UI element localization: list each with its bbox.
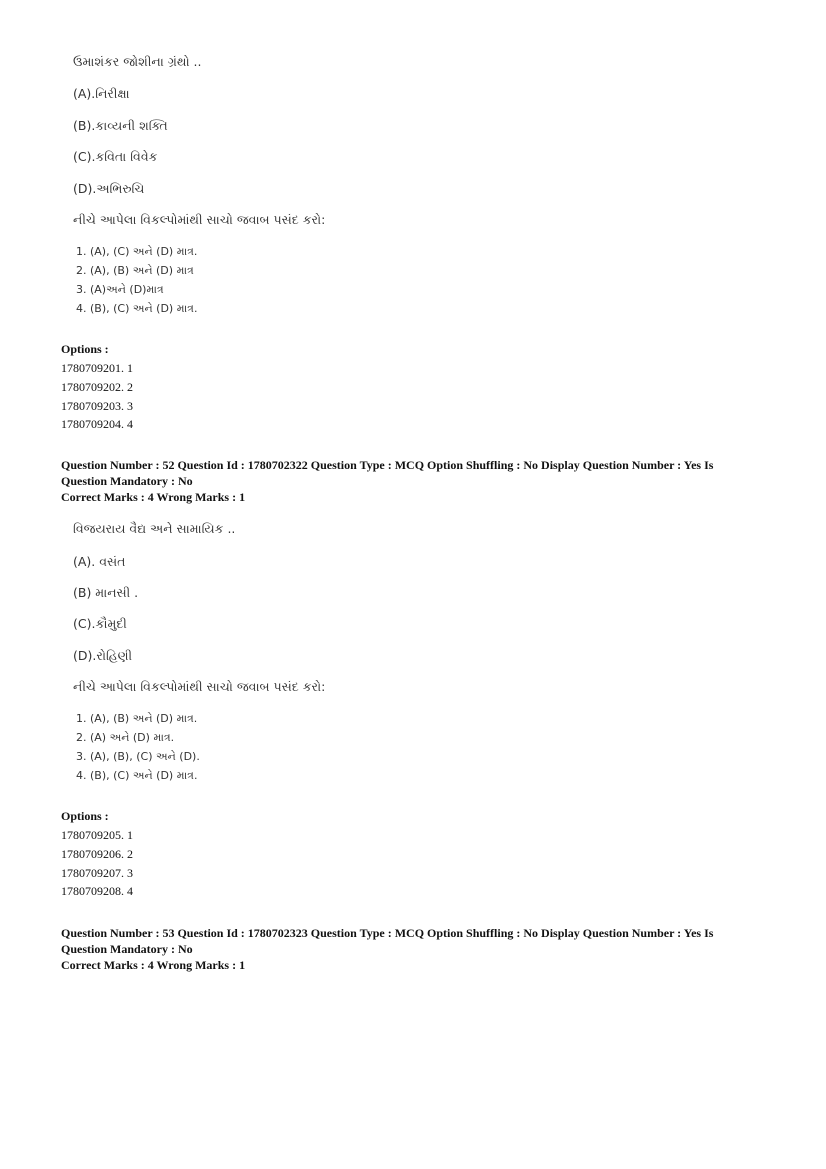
q53-meta-line3: Correct Marks : 4 Wrong Marks : 1 [61, 958, 246, 972]
q51-instruction: નીચે આપેલા વિકલ્પોમાંથી સાચો જવાબ પસંદ કરો: [73, 212, 326, 227]
q52-choice-3: 3. (A), (B), (C) અને (D). [76, 750, 200, 763]
q52-prompt: વિજયરાય વૈદ્ય અને સામાયિક .. [73, 521, 236, 536]
q51-choice-4: 4. (B), (C) અને (D) માત્ર. [76, 302, 198, 315]
q53-meta-line1: Question Number : 53 Question Id : 1780702323 Question Type : MCQ Option Shuffling : No Display Question Number : Yes Is [61, 926, 714, 940]
q52-meta-line3: Correct Marks : 4 Wrong Marks : 1 [61, 490, 246, 504]
q51-prompt: ઉમાશંકર જોશીના ગ્રંથો .. [73, 54, 202, 69]
q52-options-label: Options : [61, 809, 109, 823]
q51-item-a: (A).નિરીક્ષા [73, 86, 130, 101]
q51-item-c: (C).કવિતા વિવેક [73, 149, 158, 164]
q52-option-4: 1780709208. 4 [61, 884, 133, 899]
q51-choice-1: 1. (A), (C) અને (D) માત્ર. [76, 245, 198, 258]
q52-choice-2: 2. (A) અને (D) માત્ર. [76, 731, 175, 744]
q52-item-a: (A). વસંત [73, 554, 126, 569]
q52-option-3: 1780709207. 3 [61, 865, 133, 880]
q52-choice-1: 1. (A), (B) અને (D) માત્ર. [76, 712, 198, 725]
q52-item-c: (C).કૌમુદી [73, 616, 127, 631]
q51-option-3: 1780709203. 3 [61, 398, 133, 413]
q51-option-2: 1780709202. 2 [61, 379, 133, 394]
q51-item-b: (B).કાવ્યની શક્તિ [73, 118, 168, 133]
q52-instruction: નીચે આપેલા વિકલ્પોમાંથી સાચો જવાબ પસંદ કરો: [73, 679, 326, 694]
q53-meta-line2: Question Mandatory : No [61, 942, 193, 956]
q51-choice-list [76, 242, 197, 318]
q52-item-d: (D).રોહિણી [73, 648, 133, 663]
q51-item-d: (D).અભિરુચિ [73, 181, 145, 196]
q52-meta-line1: Question Number : 52 Question Id : 1780702322 Question Type : MCQ Option Shuffling : No Display Question Number : Yes Is [61, 458, 714, 472]
q51-option-1: 1780709201. 1 [61, 361, 133, 375]
q51-choice-2: 2. (A), (B) અને (D) માત્ર [76, 264, 194, 277]
q52-meta-line2: Question Mandatory : No [61, 474, 193, 488]
q52-header [61, 457, 713, 505]
q52-option-1: 1780709205. 1 [61, 828, 133, 842]
q51-option-4: 1780709204. 4 [61, 417, 133, 432]
q52-choice-4: 4. (B), (C) અને (D) માત્ર. [76, 769, 198, 782]
q52-option-2: 1780709206. 2 [61, 846, 133, 861]
q52-choice-list [76, 709, 200, 785]
q52-item-b: (B) માનસી . [73, 585, 139, 600]
q52-options [61, 826, 133, 901]
q51-choice-3: 3. (A)અને (D)માત્ર [76, 283, 164, 296]
q51-options [61, 359, 133, 434]
q53-header [61, 925, 713, 973]
q51-options-label: Options : [61, 342, 109, 356]
